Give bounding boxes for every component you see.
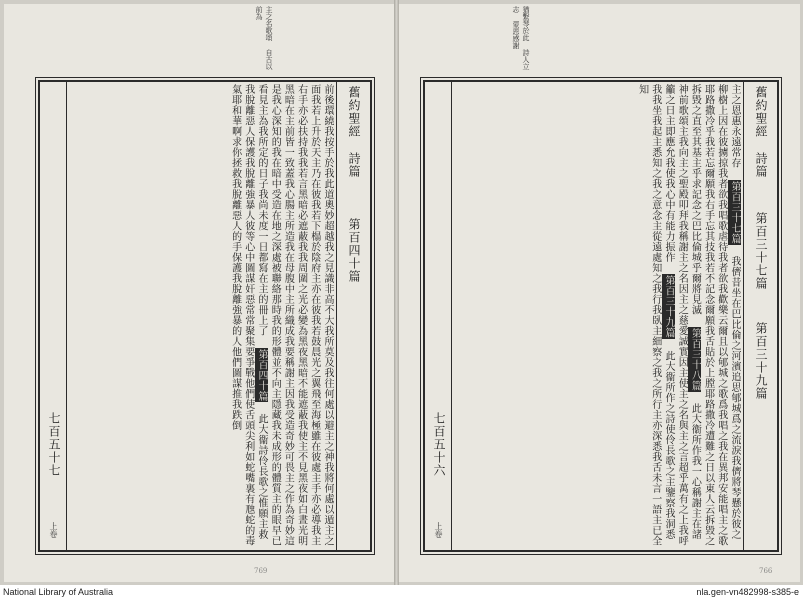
right-body-text xyxy=(457,84,741,546)
viewer-footer xyxy=(0,585,803,600)
page-stamp: 769 xyxy=(254,567,268,575)
right-margin-notes xyxy=(421,6,531,76)
section-text: 我儕昔坐在巴比倫之河濱追思郇城爲之流淚我儕將琴懸於彼之柳樹上因在彼擄掠我者欲我唱歌虐待我者欲我歡樂云爾且以郇城之歌爲我唱之我在異邦安能唱主之歌耶路撒冷乎我若忘爾願我右手忘其技我若不記念爾願我舌貼於上膛耶路撒冷遭難之日以東人云拆毀之拆毀之直至其基主乎求記念之巴比倫城乎爾將見滅 xyxy=(689,84,740,546)
volume-mark: 上卷 xyxy=(434,522,443,538)
section-marker: 第百四十篇 xyxy=(255,348,267,401)
chapter-label-2: 第百三十九篇 xyxy=(754,322,768,400)
right-text-frame xyxy=(423,80,779,552)
left-text-frame xyxy=(38,80,372,552)
left-page xyxy=(4,4,395,582)
page-number: 七百五十七 xyxy=(47,412,61,477)
body-paragraph: 主之恩惠永遠常存 xyxy=(729,84,740,168)
margin-note: 蒙恩感謝 xyxy=(512,21,520,49)
volume-mark: 上卷 xyxy=(49,522,58,538)
margin-note: 詩人立志 xyxy=(512,6,530,70)
book-title: 舊約聖經 xyxy=(754,86,768,138)
chapter-label: 第百四十篇 xyxy=(347,218,361,283)
section-text: 此大衞所作我一心稱謝主在諸神前歌頌主我向主之聖殿叩拜我稱謝主之名因主之慈愛誠實因主使主之名與主之言超乎萬有之上我呼籲之日主即應允我使我心中有能力振作 xyxy=(662,84,701,546)
margin-note: 自古以前為 xyxy=(255,6,273,70)
right-page xyxy=(398,4,800,582)
library-id: nla.gen-vn482998-s385-e xyxy=(696,587,799,597)
left-body-text xyxy=(72,84,334,546)
section-text: 此大衞詩伶長歌之惟願主救我脫離惡人保護我脫離強暴人彼等心中圖謀奸惡常常聚集要爭戰他們使舌頭尖利如蛇嘴裏有虺蛇的毒氣耶和華啊求你拯救我脫離惡人的手保護我脫離強暴的人他們圖謀推我跌倒 xyxy=(229,84,267,546)
section-marker: 第百三十九篇 xyxy=(662,275,674,338)
margin-note: 猶繫琴於此 xyxy=(522,6,530,41)
book-part: 詩篇 xyxy=(347,152,361,178)
margin-note: 主之名歌頌 xyxy=(265,6,273,41)
page-number: 七百五十六 xyxy=(432,412,446,477)
book-title: 舊約聖經 xyxy=(347,86,361,138)
body-paragraph: 前後環繞我按手於我此道奧妙超越我之見識非高不大我所莫及我往何處以避主之神我將何處以遁主之面我若上升於天主乃在彼我若下榻於陰府主亦在彼我若鼓晨光之翼飛至海極雖在彼處主手亦必導我主右手亦必扶持我我若言黑暗必遮蔽我我周圍之光必變為黑夜黑暗不能遮蔽我使主不見黑夜如白晝光明黑暗在主前皆一致蓋我心腸主所造我在母腹中主所織成我要稱謝主因我受造奇妙可畏主之作為奇妙這是我心深知的我在暗中受造在地之深處被聯絡那時我的形體並不向主隱藏我未成形的體質主的眼早已看見主為我所定的日子我尚未度一日都寫在主的冊上了 xyxy=(255,84,333,546)
book-part: 詩篇 xyxy=(754,152,768,178)
section-text: 此大衞所作之詩使伶長歌之主鑒察我洞悉我我坐我起主悉知之我之意念主從遠處知之我行我臥主細察之我之所行主亦深悉我舌未言一語主已全知 xyxy=(636,84,674,546)
page-stamp: 766 xyxy=(759,567,773,575)
library-credit: National Library of Australia xyxy=(3,587,114,597)
section-marker: 第百三十七篇 xyxy=(729,180,740,244)
section-marker: 第百三十八篇 xyxy=(689,327,701,391)
chapter-label: 第百三十七篇 xyxy=(754,212,768,290)
left-margin-notes xyxy=(194,6,274,76)
